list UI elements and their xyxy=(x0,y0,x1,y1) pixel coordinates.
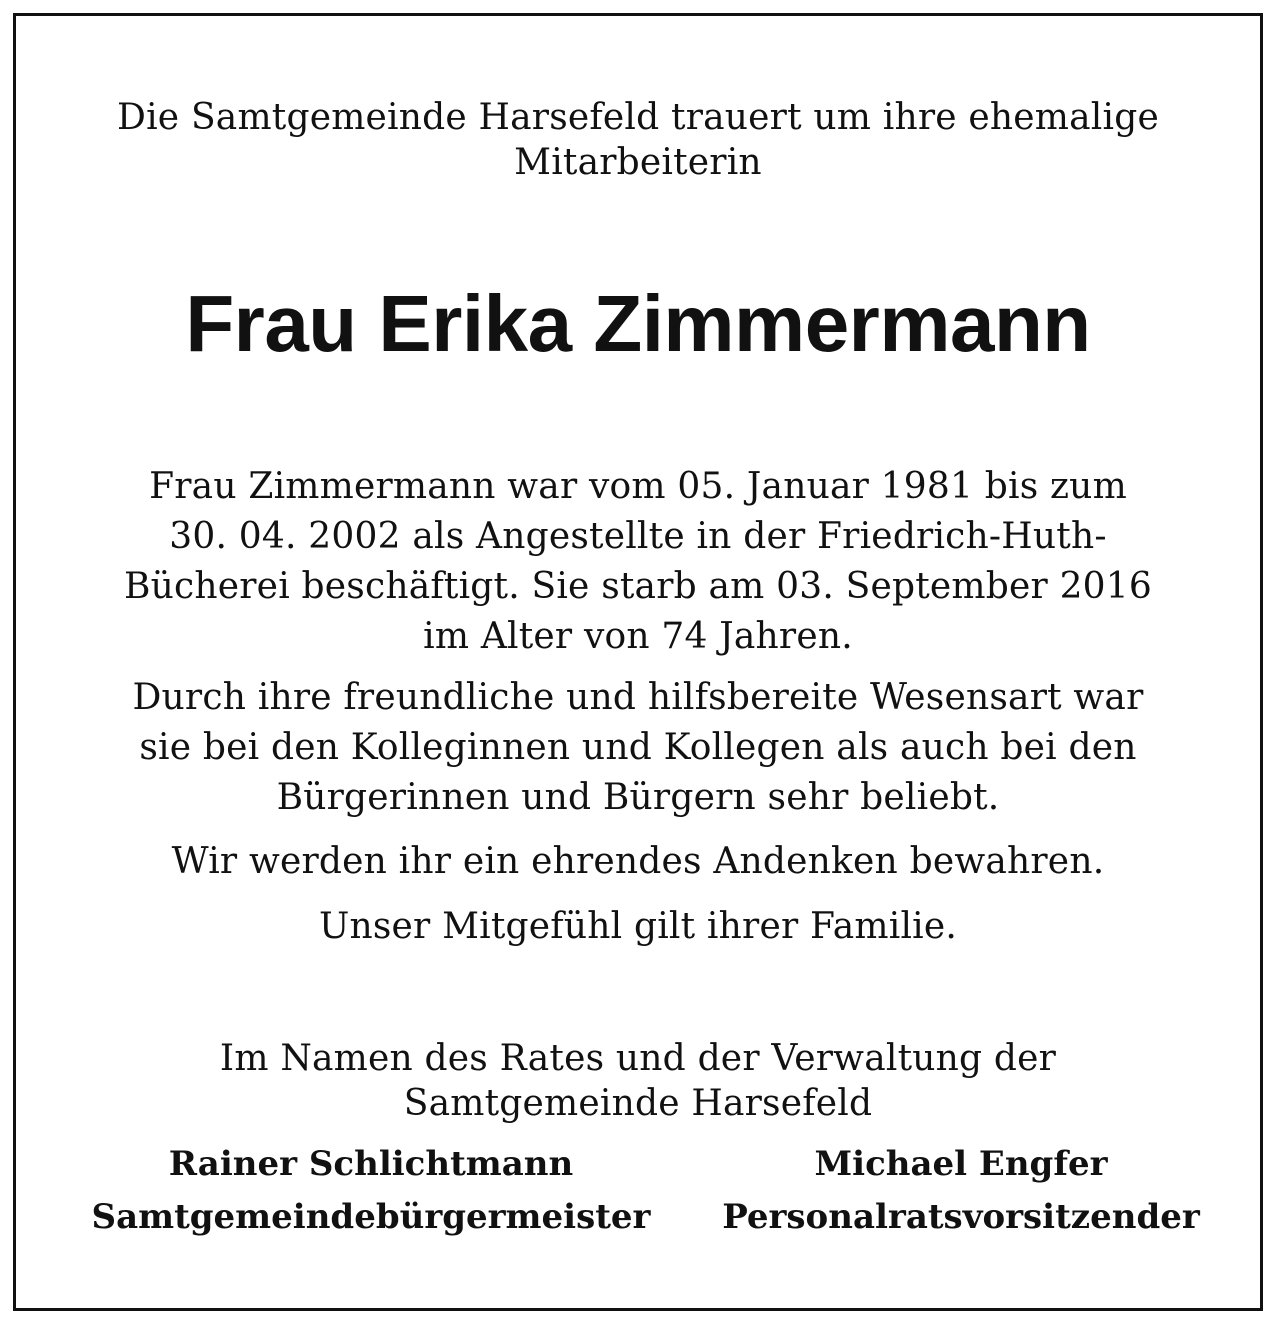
body-line: 30. 04. 2002 als Angestellte in der Friedrich-Huth- xyxy=(169,516,1107,557)
closing-line-1: Im Namen des Rates und der Verwaltung der xyxy=(219,1038,1057,1079)
body-line: Bürgerinnen und Bürgern sehr beliebt. xyxy=(276,777,1000,818)
body-line: im Alter von 74 Jahren. xyxy=(423,616,853,657)
body-line: sie bei den Kolleginnen und Kollegen als auch bei den xyxy=(139,727,1137,768)
header-line-2: Mitarbeiterin xyxy=(514,142,762,183)
body-line: Wir werden ihr ein ehrendes Andenken bewahren. xyxy=(171,841,1105,882)
signatory-title: Personalratsvorsitzender xyxy=(722,1197,1200,1237)
obituary-notice xyxy=(13,13,1263,1311)
header-line-1: Die Samtgemeinde Harsefeld trauert um ihre ehemalige xyxy=(117,97,1159,138)
body-line: Unser Mitgefühl gilt ihrer Familie. xyxy=(318,906,958,947)
body-line: Durch ihre freundliche und hilfsbereite Wesensart war xyxy=(132,677,1144,718)
signatory-name: Michael Engfer xyxy=(814,1144,1108,1184)
body-line: Frau Zimmermann war vom 05. Januar 1981 bis zum xyxy=(149,466,1127,507)
closing-line-2: Samtgemeinde Harsefeld xyxy=(403,1083,873,1124)
signatory-title: Samtgemeindebürgermeister xyxy=(91,1197,651,1237)
body-line: Bücherei beschäftigt. Sie starb am 03. September 2016 xyxy=(123,566,1152,607)
signatory-name: Rainer Schlichtmann xyxy=(168,1144,574,1184)
deceased-name: Frau Erika Zimmermann xyxy=(185,279,1091,368)
